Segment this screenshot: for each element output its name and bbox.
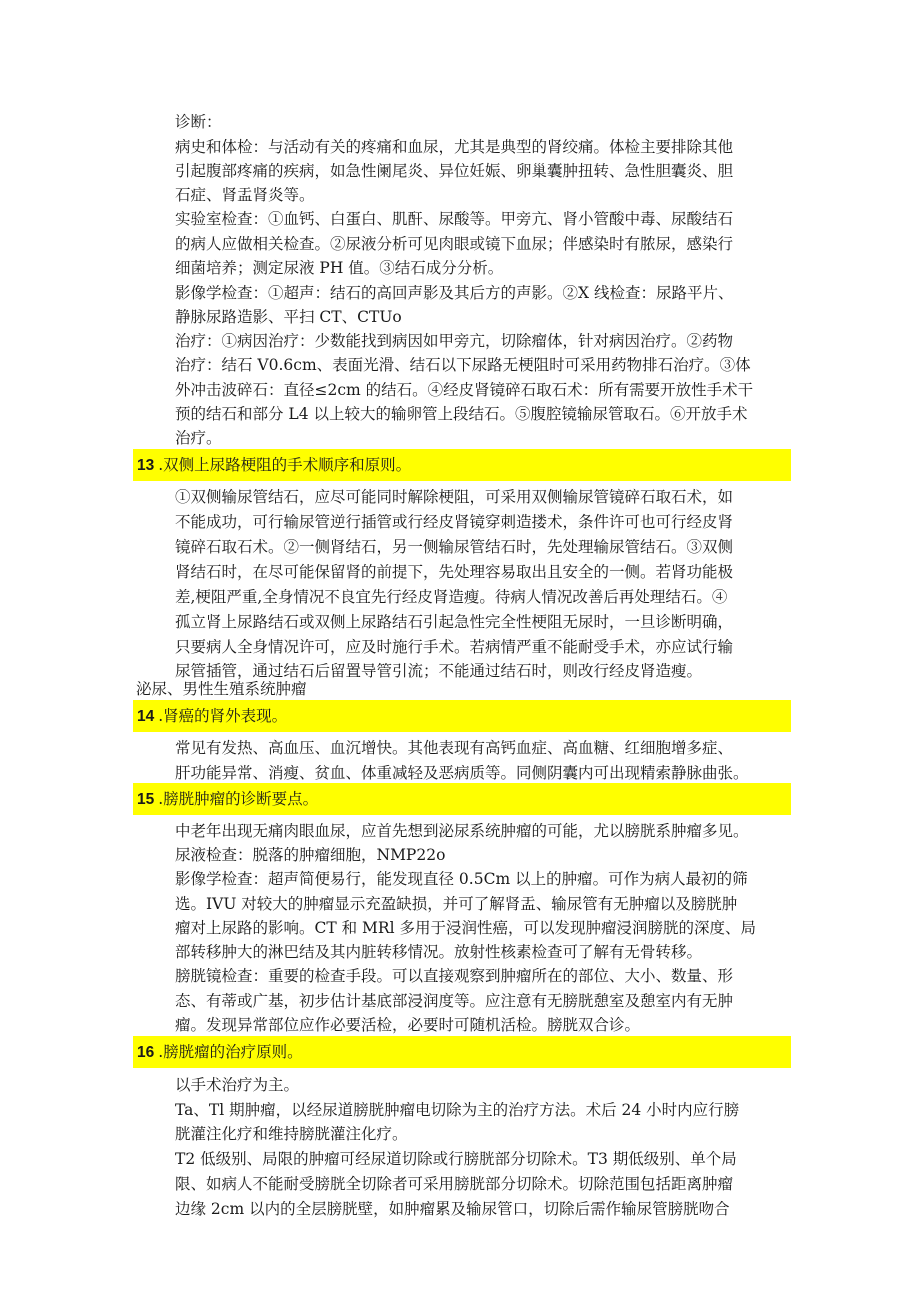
diagnosis-line: 影像学检查：①超声：结石的高回声影及其后方的声影。②X 线检查：尿路平片、 [175, 284, 734, 302]
answer-15-line: 中老年出现无痛肉眼血尿，应首先想到泌尿系统肿瘤的可能，尤以膀胱系肿瘤多见。 [175, 822, 749, 840]
answer-16-line: T2 低级别、局限的肿瘤可经尿道切除或行膀胱部分切除术。T3 期低级别、单个局 [175, 1150, 737, 1168]
diagnosis-line: 治疗：①病因治疗：少数能找到病因如甲旁亢，切除瘤体，针对病因治疗。②药物 [175, 332, 734, 350]
answer-16-line: 以手术治疗为主。 [175, 1076, 300, 1094]
answer-16-line: 胱灌注化疗和维持膀胱灌注化疗。 [175, 1125, 408, 1143]
answer-15-line: 选。IVU 对较大的肿瘤显示充盈缺损，并可了解肾盂、输尿管有无肿瘤以及膀胱肿 [175, 895, 738, 913]
answer-15-line: 尿液检查：脱落的肿瘤细胞，NMP22o [175, 846, 446, 864]
section-heading: 泌尿、男性生殖系统肿瘤 [136, 680, 307, 698]
diagnosis-line: 病史和体检：与活动有关的疼痛和血尿，尤其是典型的肾绞痛。体检主要排除其他 [175, 138, 734, 156]
answer-16-line: 边缘 2cm 以内的全层膀胱壁，如肿瘤累及输尿管口，切除后需作输尿管膀胱吻合 [175, 1200, 730, 1218]
answer-14-line: 常见有发热、高血压、血沉增快。其他表现有高钙血症、高血糖、红细胞增多症、 [175, 739, 734, 757]
diagnosis-line: 预的结石和部分 L4 以上较大的输卵管上段结石。⑤腹腔镜输尿管取石。⑥开放手术 [175, 405, 748, 423]
diagnosis-line: 的病人应做相关检查。②尿液分析可见肉眼或镜下血尿；伴感染时有脓尿，感染行 [175, 235, 734, 253]
question-13-heading [137, 449, 411, 482]
answer-13-line: 肾结石时，在尽可能保留肾的前提下，先处理容易取出且安全的一侧。若肾功能极 [175, 563, 734, 581]
diagnosis-line: 静脉尿路造影、平扫 CT、CTUo [175, 308, 402, 326]
answer-13-line: 只要病人全身情况许可，应及时施行手术。若病情严重不能耐受手术，亦应试行输 [175, 638, 734, 656]
answer-13-line: 不能成功，可行输尿管逆行插管或行经皮肾镜穿刺造搂术，条件许可也可行经皮肾 [175, 513, 734, 531]
question-number: 16 [137, 1044, 155, 1061]
answer-15-line: 瘤。发现异常部位应作必要活检，必要时可随机活检。膀胱双合诊。 [175, 1016, 641, 1034]
question-title: .膀胱瘤的治疗原则。 [158, 1043, 303, 1061]
question-title: .双侧上尿路梗阻的手术顺序和原则。 [158, 456, 412, 474]
answer-15-line: 膀胱镜检查：重要的检查手段。可以直接观察到肿瘤所在的部位、大小、数量、形 [175, 967, 734, 985]
answer-15-line: 部转移肿大的淋巴结及其内脏转移情况。放射性核素检查可了解有无骨转移。 [175, 943, 703, 961]
diagnosis-line: 治疗。 [175, 429, 222, 447]
diagnosis-line: 治疗：结石 V0.6cm、表面光滑、结石以下尿路无梗阻时可采用药物排石治疗。③体 [175, 356, 751, 374]
answer-15-line: 瘤对上尿路的影响。CT 和 MRl 多用于浸润性癌，可以发现肿瘤浸润膀胱的深度、局 [175, 919, 756, 937]
question-number: 13 [137, 457, 155, 474]
answer-15-line: 态、有蒂或广基，初步估计基底部浸润度等。应注意有无膀胱憩室及憩室内有无肿 [175, 992, 734, 1010]
question-16-heading [137, 1036, 303, 1069]
diagnosis-line: 外冲击波碎石：直径≤2cm 的结石。④经皮肾镜碎石取石术：所有需要开放性手术干 [175, 381, 754, 399]
diagnosis-line: 实验室检查：①血钙、白蛋白、肌酐、尿酸等。甲旁亢、肾小管酸中毒、尿酸结石 [175, 210, 734, 228]
diagnosis-title: 诊断： [175, 113, 222, 131]
question-14-heading [137, 700, 287, 733]
question-15-heading [137, 783, 318, 816]
question-title: .膀胱肿瘤的诊断要点。 [158, 790, 319, 808]
answer-13-line: 尿管插管，通过结石后留置导管引流；不能通过结石时，则改行经皮肾造瘦。 [175, 662, 703, 680]
answer-16-line: Ta、Tl 期肿瘤，以经尿道膀胱肿瘤电切除为主的治疗方法。术后 24 小时内应行膀 [175, 1101, 740, 1119]
answer-15-line: 影像学检查：超声简便易行，能发现直径 0.5Cm 以上的肿瘤。可作为病人最初的筛 [175, 870, 748, 888]
answer-16-line: 限、如病人不能耐受膀胱全切除者可采用膀胱部分切除术。切除范围包括距离肿瘤 [175, 1175, 734, 1193]
answer-13-line: 孤立肾上尿路结石或双侧上尿路结石引起急性完全性梗阻无尿时，一旦诊断明确， [175, 613, 734, 631]
question-number: 15 [137, 791, 155, 808]
diagnosis-line: 细菌培养；测定尿液 PH 值。③结石成分分析。 [175, 259, 504, 277]
diagnosis-line: 引起腹部疼痛的疾病，如急性阑尾炎、异位妊娠、卵巢囊肿扭转、急性胆囊炎、胆 [175, 162, 734, 180]
answer-13-line: 差,梗阻严重,全身情况不良宜先行经皮肾造瘦。待病人情况改善后再处理结石。④ [175, 588, 728, 606]
answer-14-line: 肝功能异常、消瘦、贫血、体重减轻及恶病质等。同侧阴囊内可出现精索静脉曲张。 [175, 764, 749, 782]
diagnosis-line: 石症、肾盂肾炎等。 [175, 186, 315, 204]
question-title: .肾癌的肾外表现。 [158, 707, 288, 725]
question-number: 14 [137, 708, 155, 725]
answer-13-line: 镜碎石取石术。②一侧肾结石，另一侧输尿管结石时，先处理输尿管结石。③双侧 [175, 538, 734, 556]
answer-13-line: ①双侧输尿管结石，应尽可能同时解除梗阻，可采用双侧输尿管镜碎石取石术，如 [175, 488, 734, 506]
